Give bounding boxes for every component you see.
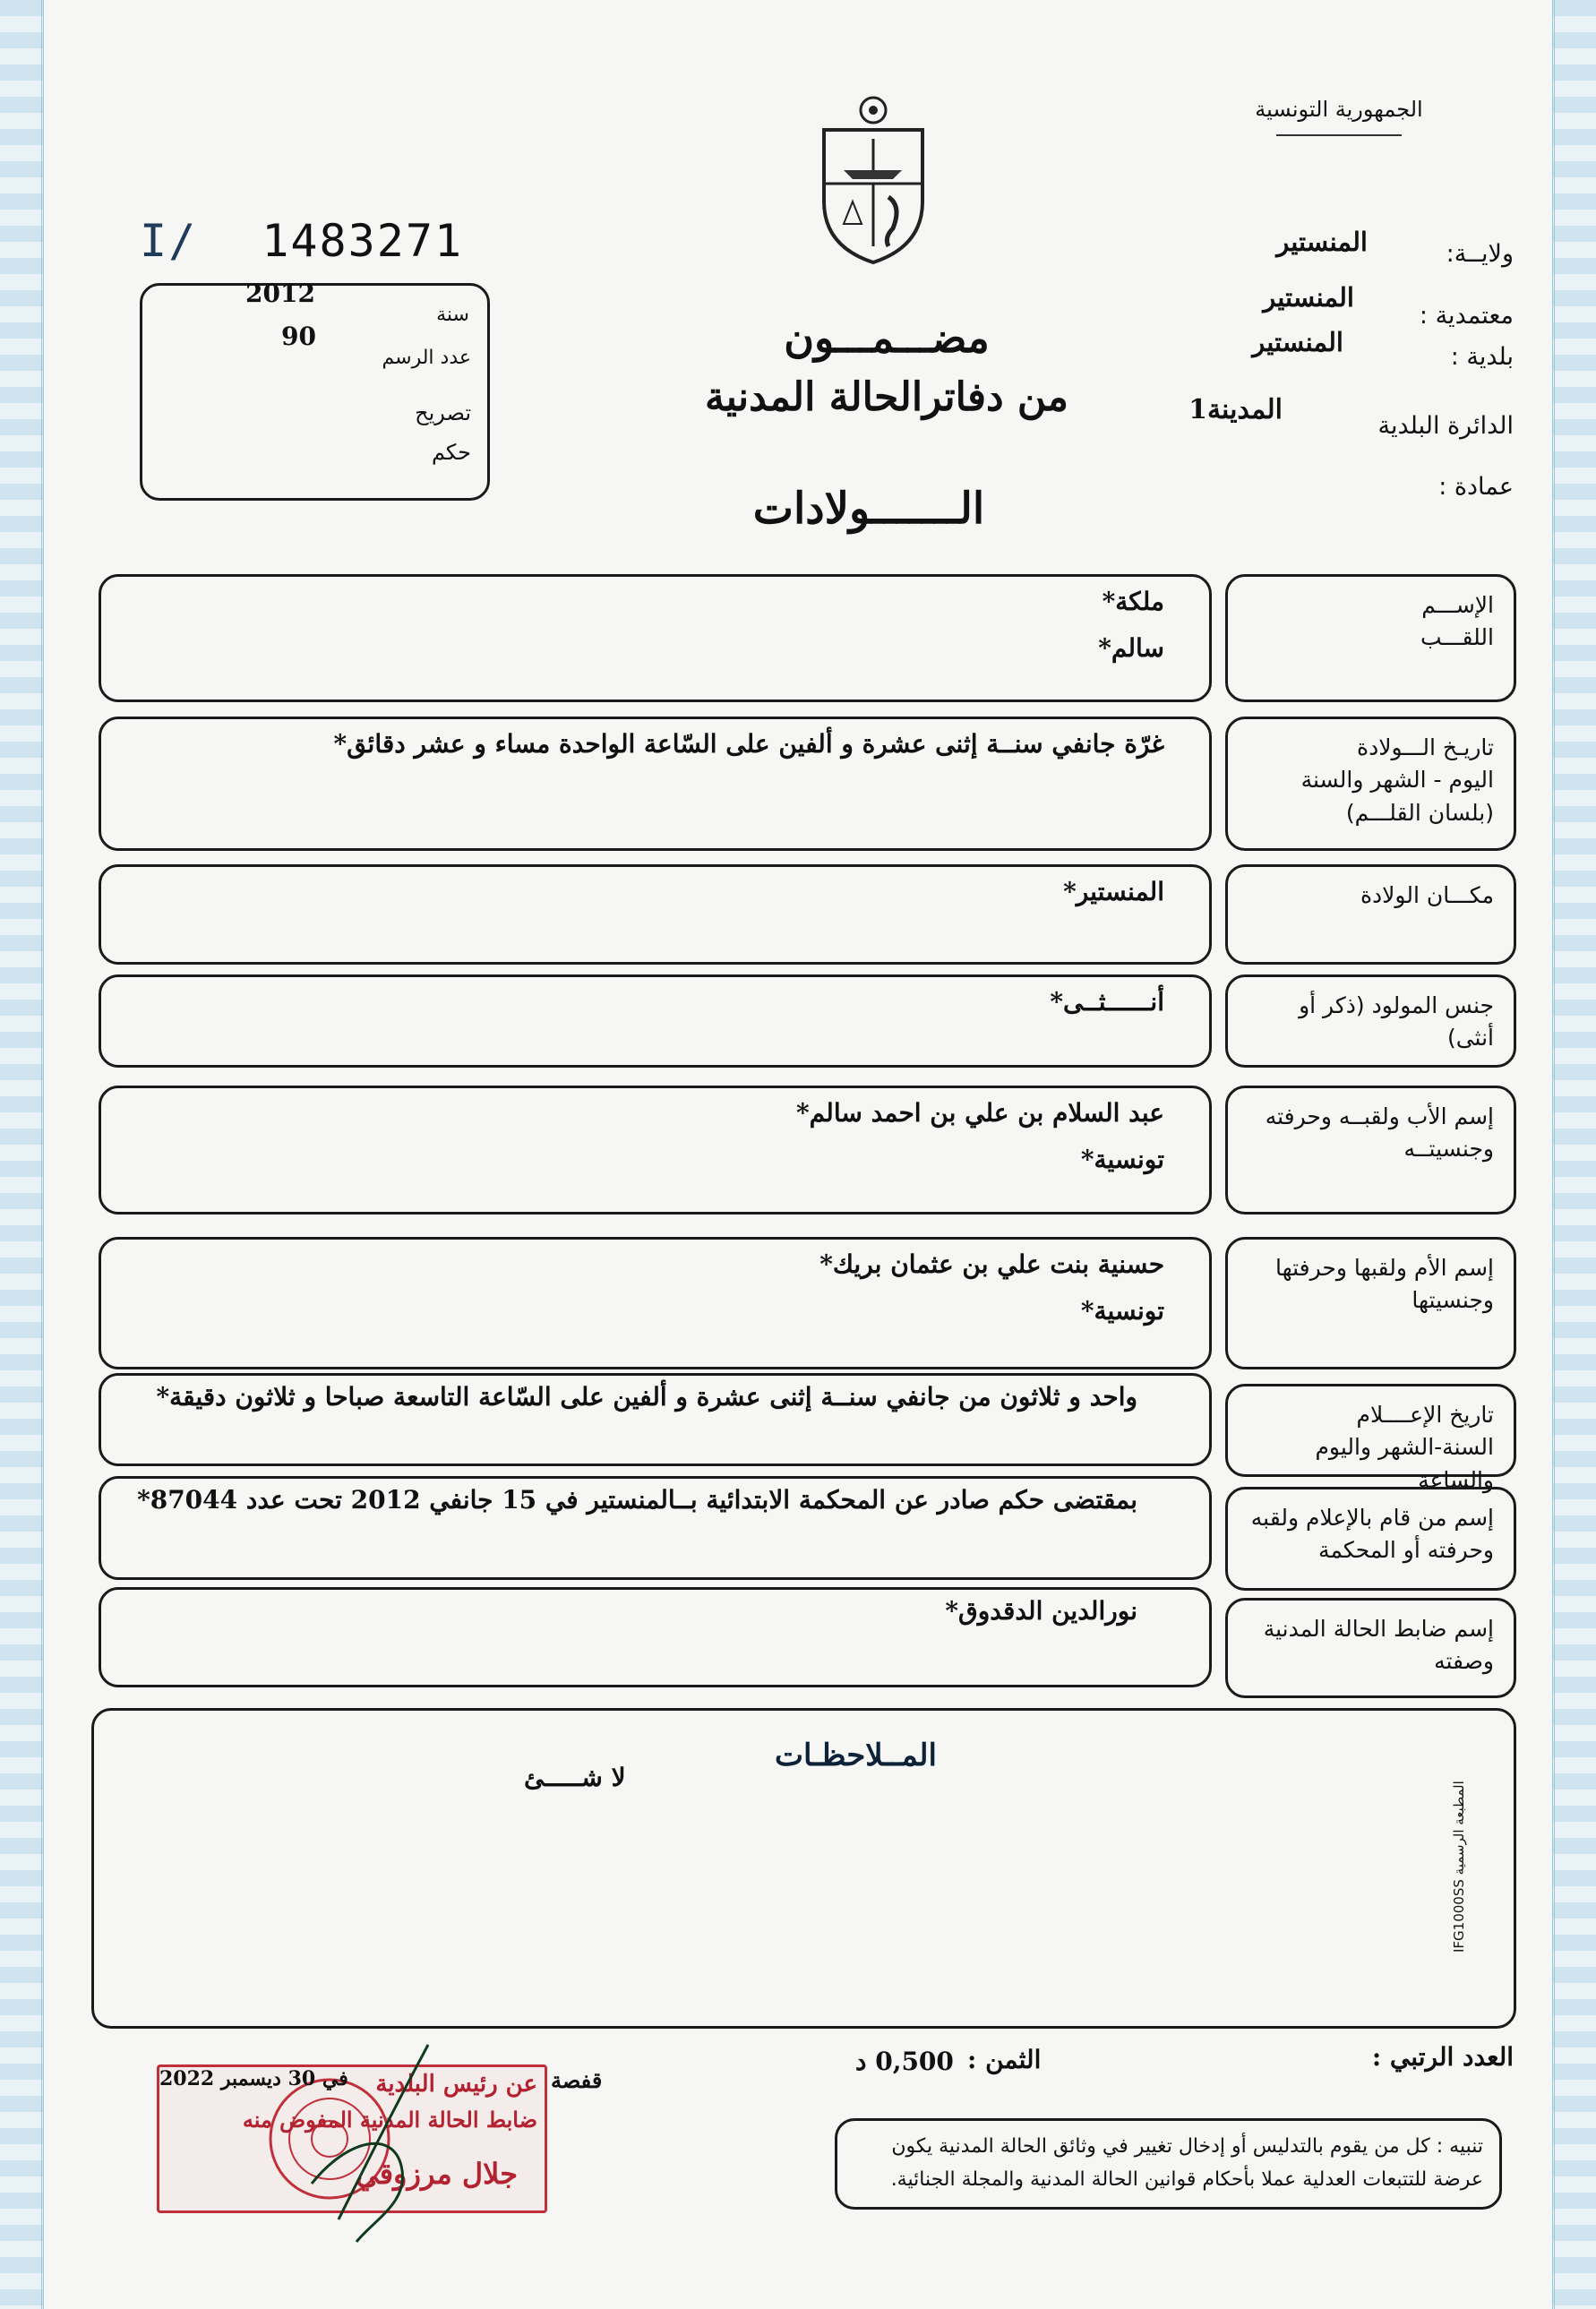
row-value-sex	[99, 974, 1212, 1068]
row-value-birth-place	[99, 864, 1212, 965]
row-label-birth-date	[1225, 717, 1516, 851]
row-label-registrar	[1225, 1598, 1516, 1698]
row-label-line: السنة-الشهر واليوم والساعة	[1315, 1434, 1494, 1493]
district-label: الدائرة البلدية	[1377, 412, 1514, 440]
row-label-line: (بلسان القلـــم)	[1345, 799, 1494, 826]
header-divider	[1276, 134, 1402, 136]
remarks-title: المــلاحظـات	[775, 1738, 937, 1773]
tunisia-emblem-icon	[817, 94, 930, 266]
row-value-line: تونسية*	[1080, 1295, 1164, 1326]
row-value-line: سالم*	[1098, 632, 1164, 663]
row-label-line: مكـــان الولادة	[1360, 882, 1494, 908]
issued-date: في 30 ديسمبر 2022	[159, 2067, 348, 2090]
row-label-line: إسم الأم ولقبها وحرفتها	[1274, 1255, 1494, 1281]
row-value-declaration-date	[99, 1373, 1212, 1466]
row-value-line: تونسية*	[1080, 1144, 1164, 1174]
governorate-value: المنستير	[1276, 227, 1368, 257]
row-label-line: وحرفته أو المحكمة	[1318, 1537, 1494, 1564]
district-value: المدينة1	[1188, 394, 1283, 425]
imada-label: عمادة :	[1438, 473, 1514, 501]
legal-notice: تنبيه : كل من يقوم بالتدليس أو إدخال تغيير في وثائق الحالة المدنية يكون عرضة للتتبعات العدلية عملا بأحكام قوانين الحالة المدنية والمجلة الجنائية.	[835, 2118, 1502, 2210]
title-line1: مضـــمـــون	[784, 313, 990, 362]
declaration-label: تصريح	[415, 400, 471, 425]
municipality-value: المنستير	[1252, 327, 1343, 357]
municipality-label: بلدية :	[1450, 343, 1514, 371]
row-label-line: إسم من قام بالإعلام ولقبه	[1250, 1505, 1494, 1531]
row-value-line: ملكة*	[1102, 587, 1164, 616]
row-value-father	[99, 1086, 1212, 1215]
row-value-mother	[99, 1237, 1212, 1369]
row-value-line: واحد و ثلاثون من جانفي سنــة إثنى عشرة و ألفين على السّاعة التاسعة صباحا و ثلاثون دقيقة*	[156, 1382, 1137, 1412]
row-label-line: جنس المولود (ذكر أو أنثى)	[1299, 992, 1494, 1051]
row-label-line: تاريخ الإعــــلام	[1356, 1402, 1494, 1428]
row-value-birth-date	[99, 717, 1212, 851]
price-label: الثمن :	[967, 2045, 1042, 2074]
row-value-name	[99, 574, 1212, 702]
price-value: 0,500 د	[855, 2047, 954, 2076]
title-births: الـــــــولادات	[752, 484, 985, 534]
row-label-line: وجنسيتها	[1412, 1287, 1494, 1314]
row-label-line: اللقـــب	[1420, 624, 1494, 651]
stamp-line1: عن رئيس البلدية	[375, 2071, 537, 2098]
right-decorative-border	[1552, 0, 1596, 2309]
serial-number: 1483271	[262, 215, 464, 267]
row-value-line: بمقتضى حكم صادر عن المحكمة الابتدائية بــالمنستير في 15 جانفي 2012 تحت عدد 87044*	[137, 1485, 1137, 1515]
remarks-box	[91, 1708, 1516, 2029]
delegation-value: المنستير	[1263, 282, 1354, 313]
record-number-label: عدد الرسم	[382, 347, 471, 369]
row-value-line: عبد السلام بن علي بن احمد سالم*	[796, 1098, 1164, 1128]
row-value-line: المنستير*	[1063, 877, 1164, 906]
row-label-line: وجنسيتــه	[1403, 1136, 1494, 1163]
country-name: الجمهورية التونسية	[1255, 97, 1423, 122]
row-label-line: اليوم - الشهر والسنة	[1300, 767, 1494, 794]
row-value-line: أنــــــثــى*	[1050, 987, 1164, 1017]
row-label-line: إسم الأب ولقبــه وحرفته	[1265, 1103, 1494, 1129]
row-label-declaration-date	[1225, 1384, 1516, 1493]
year-value: 2012	[245, 279, 315, 308]
left-decorative-border	[0, 0, 44, 2309]
row-value-declarant	[99, 1476, 1212, 1580]
record-box	[140, 279, 490, 501]
serial-order-label: العدد الرتبي :	[1371, 2042, 1514, 2072]
year-label: سنة	[436, 304, 469, 326]
title-line2: من دفاترالحالة المدنية	[705, 374, 1068, 420]
row-value-line: حسنية بنت علي بن عثمان بريك*	[819, 1249, 1164, 1279]
row-label-line: وصفته	[1434, 1648, 1494, 1675]
row-label-line: إسم ضابط الحالة المدنية	[1263, 1616, 1494, 1642]
printer-mark: المطبعة الرسمية IFG1000SS	[1451, 1781, 1467, 1953]
remarks-value: لا شـــــئ	[524, 1763, 626, 1792]
issued-place: قفصة	[551, 2067, 603, 2093]
row-label-line: تاريـخ الـــولادة	[1357, 734, 1494, 760]
row-label-mother	[1225, 1237, 1516, 1369]
delegation-label: معتمدية :	[1419, 302, 1514, 330]
row-label-sex	[1225, 974, 1516, 1068]
stamp-line2: ضابط الحالة المدنية المفوض منه	[242, 2107, 537, 2133]
serial-prefix: I/	[140, 215, 198, 267]
governorate-label: ولايــة:	[1446, 240, 1514, 268]
row-label-father	[1225, 1086, 1516, 1215]
judgment-label: حكم	[431, 440, 471, 465]
row-label-name	[1225, 574, 1516, 702]
record-number-value: 90	[281, 322, 316, 351]
stamp-name: جلال مرزوقي	[356, 2157, 518, 2191]
row-label-birth-place	[1225, 864, 1516, 965]
row-label-declarant	[1225, 1487, 1516, 1591]
row-value-registrar	[99, 1587, 1212, 1687]
row-label-line: الإســـم	[1421, 592, 1494, 618]
row-value-line: غرّة جانفي سنــة إثنى عشرة و ألفين على السّاعة الواحدة مساء و عشر دقائق*	[333, 729, 1164, 759]
row-value-line: نورالدين الدقدوق*	[945, 1596, 1137, 1626]
